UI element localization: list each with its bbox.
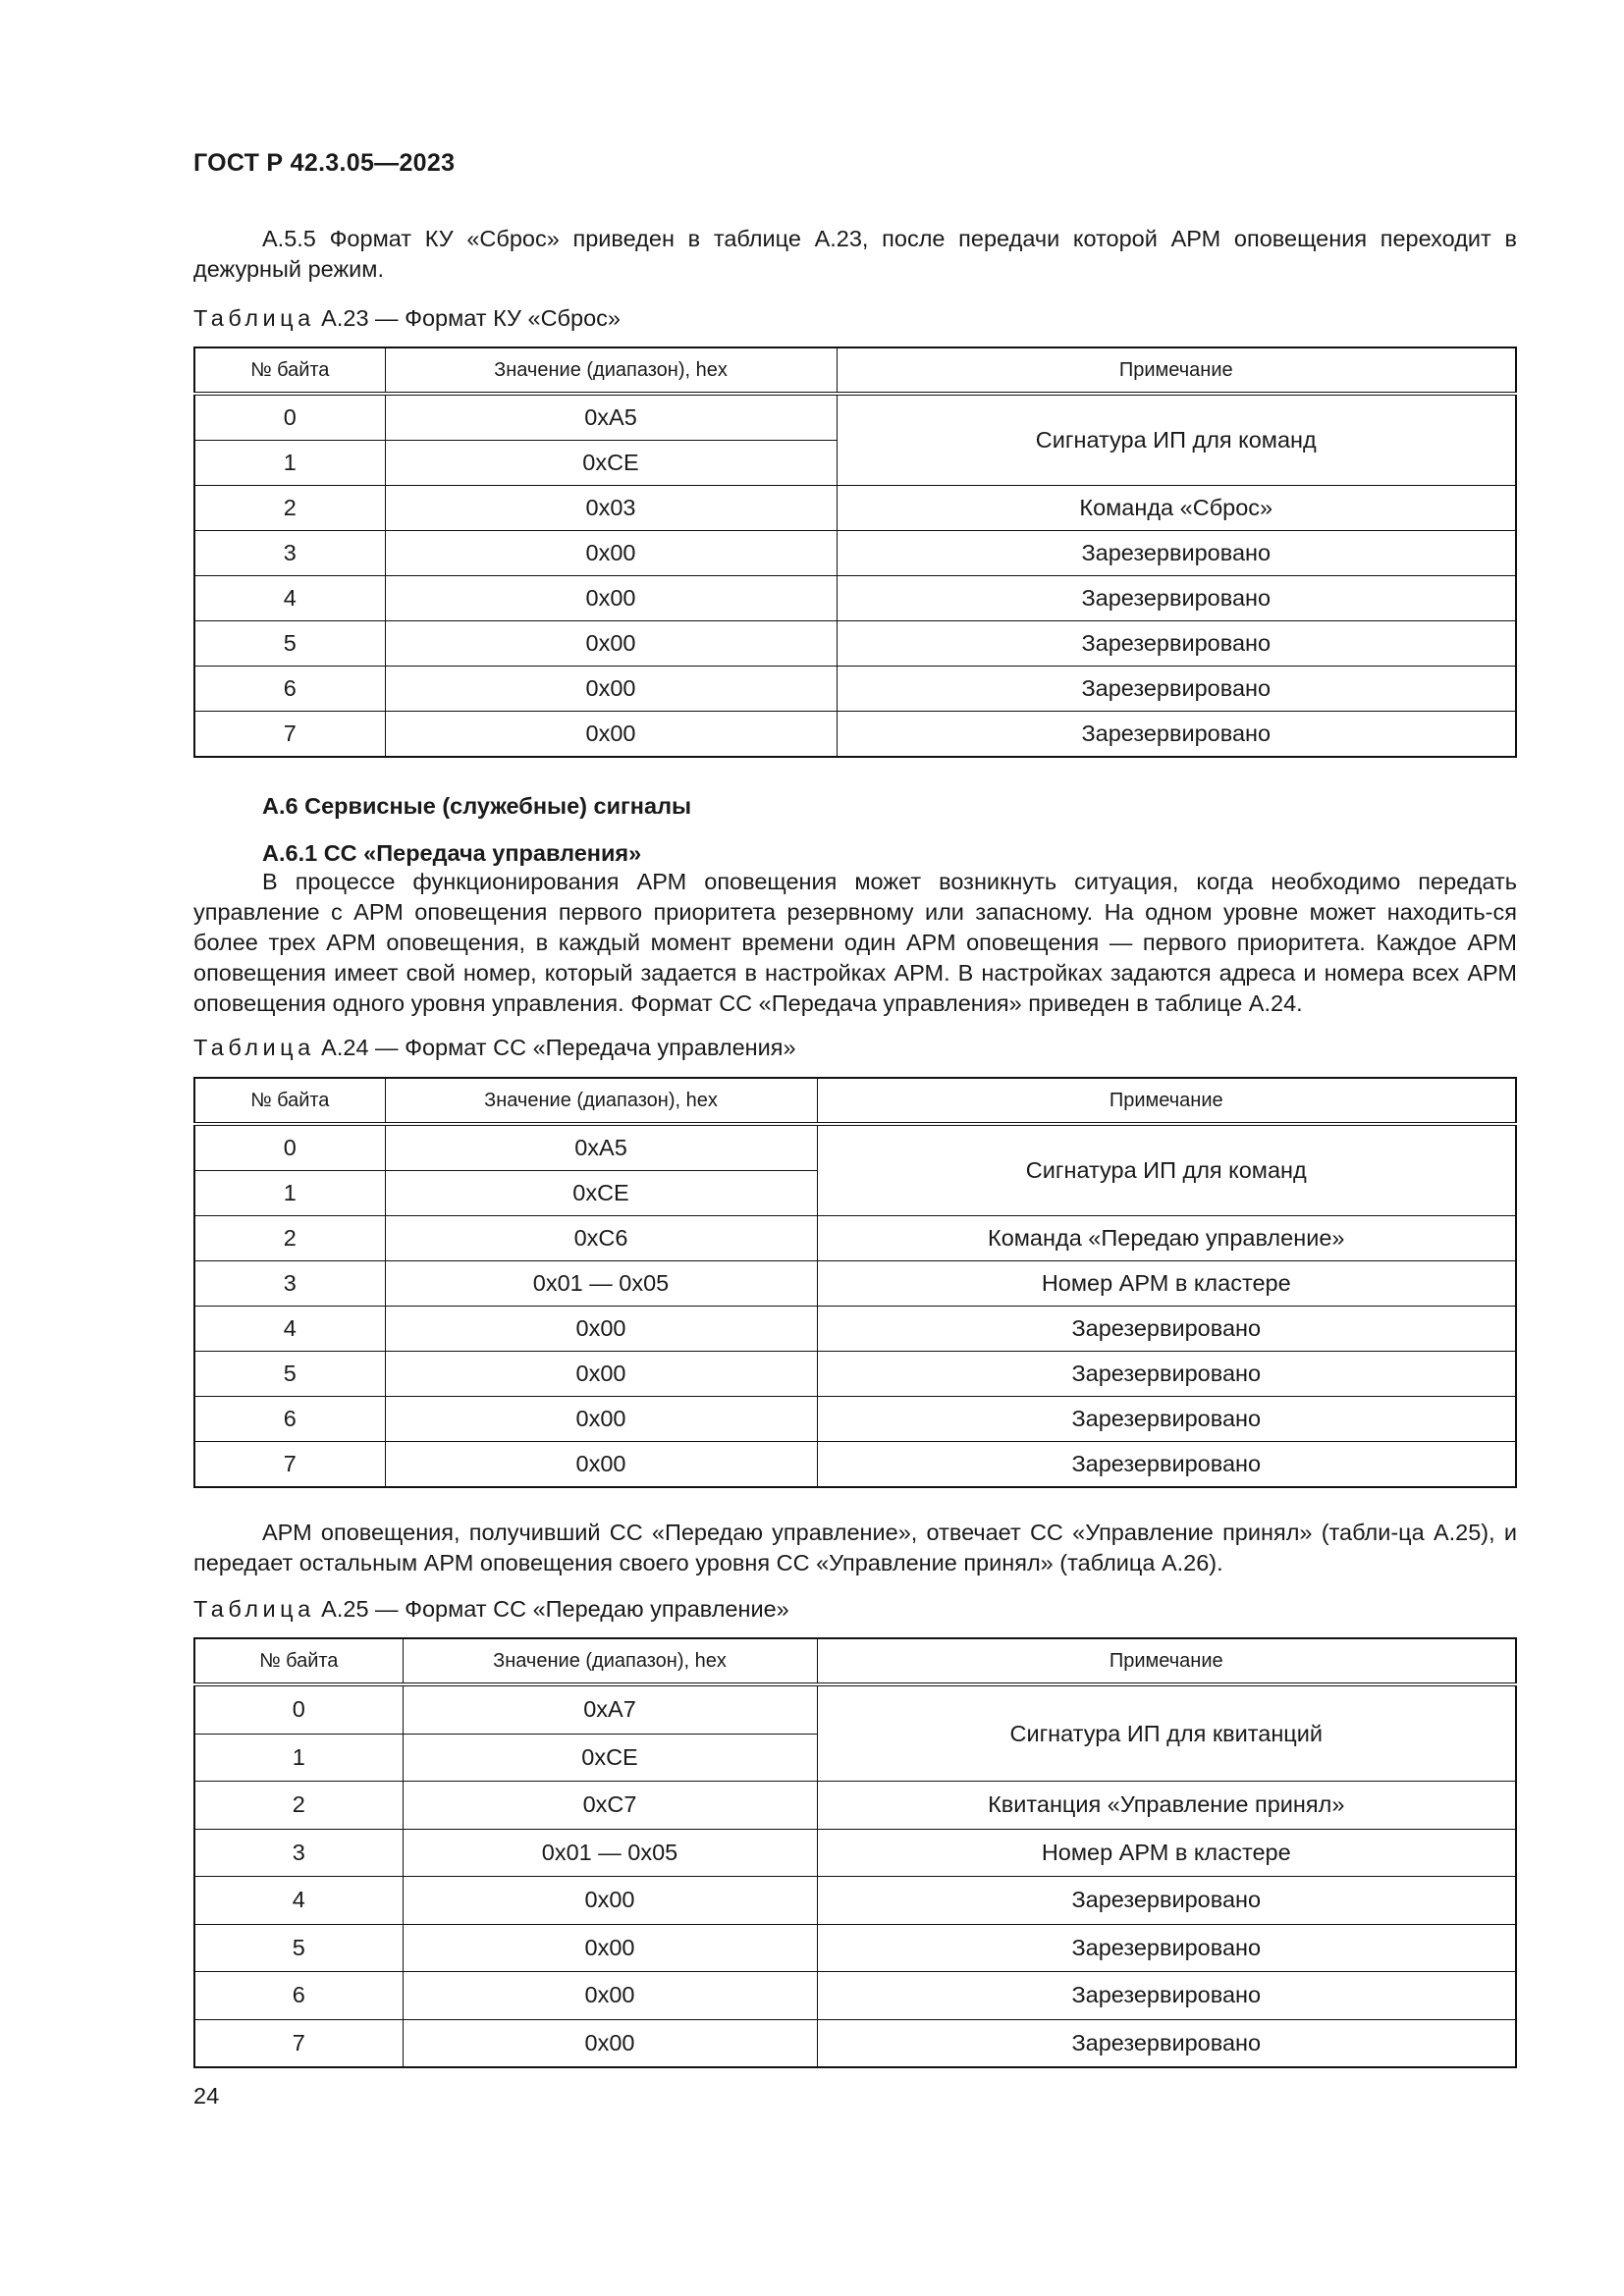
note-cell: Зарезервировано (817, 1307, 1516, 1352)
note-cell: Команда «Сброс» (837, 486, 1516, 531)
value-cell: 0x00 (385, 1397, 817, 1442)
byte-cell: 6 (194, 667, 385, 712)
note-cell: Сигнатура ИП для квитанций (817, 1684, 1516, 1782)
table-caption-a24 (193, 1033, 796, 1062)
value-cell: 0x00 (403, 1972, 817, 2020)
byte-cell: 7 (194, 1442, 385, 1488)
value-cell: 0x01 — 0x05 (403, 1829, 817, 1877)
value-cell: 0x00 (385, 621, 837, 667)
page-number: 24 (193, 2083, 220, 2109)
note-cell: Зарезервировано (837, 667, 1516, 712)
note-cell: Сигнатура ИП для команд (817, 1124, 1516, 1216)
caption-label: Таблица (193, 1035, 315, 1060)
note-cell: Квитанция «Управление принял» (817, 1782, 1516, 1830)
value-cell: 0xA7 (403, 1684, 817, 1734)
value-cell: 0xC7 (403, 1782, 817, 1830)
table-a24 (193, 1077, 1517, 1488)
value-cell: 0x00 (385, 531, 837, 576)
byte-cell: 2 (194, 486, 385, 531)
value-cell: 0x00 (385, 1352, 817, 1397)
paragraph-a55: А.5.5 Формат КУ «Сброс» приведен в таблице А.23, после передачи которой АРМ оповещения переходит в дежурный режим. (193, 226, 1517, 282)
table-row (194, 621, 1516, 667)
note-cell: Зарезервировано (817, 1924, 1516, 1972)
note-cell: Команда «Передаю управление» (817, 1216, 1516, 1261)
table-row (194, 2019, 1516, 2067)
value-cell: 0x00 (385, 1307, 817, 1352)
table-header-row (194, 1638, 1516, 1684)
paragraph-after-a24: АРМ оповещения, получивший СС «Передаю управление», отвечает СС «Управление принял» (табли-ца А.25), и передает остальным АРМ оповещения своего уровня СС «Управление принял» (таблица А.26). (193, 1520, 1517, 1575)
value-cell: 0x00 (403, 2019, 817, 2067)
table-row (194, 1877, 1516, 1925)
table-a25 (193, 1637, 1517, 2068)
byte-cell: 4 (194, 1877, 403, 1925)
caption-text: А.23 — Формат КУ «Сброс» (314, 305, 621, 331)
caption-label: Таблица (193, 305, 315, 331)
table-row (194, 1261, 1516, 1307)
table-row (194, 576, 1516, 621)
byte-cell: 6 (194, 1397, 385, 1442)
byte-cell: 0 (194, 1684, 403, 1734)
table-row (194, 531, 1516, 576)
byte-cell: 1 (194, 441, 385, 486)
table-row (194, 1972, 1516, 2020)
byte-cell: 3 (194, 531, 385, 576)
table-header-row (194, 1078, 1516, 1124)
table-row (194, 1397, 1516, 1442)
byte-cell: 3 (194, 1261, 385, 1307)
note-cell: Зарезервировано (817, 1972, 1516, 2020)
value-cell: 0xCE (385, 1171, 817, 1216)
byte-cell: 5 (194, 1924, 403, 1972)
note-cell: Зарезервировано (837, 621, 1516, 667)
value-cell: 0x00 (385, 712, 837, 758)
table-row (194, 1216, 1516, 1261)
value-cell: 0x01 — 0x05 (385, 1261, 817, 1307)
document-code: ГОСТ Р 42.3.05—2023 (193, 149, 456, 177)
table-header-row (194, 347, 1516, 394)
column-header: Значение (диапазон), hex (385, 347, 837, 394)
note-cell: Зарезервировано (817, 1352, 1516, 1397)
table-row (194, 1442, 1516, 1488)
note-cell: Номер АРМ в кластере (817, 1261, 1516, 1307)
value-cell: 0x00 (385, 1442, 817, 1488)
byte-cell: 6 (194, 1972, 403, 2020)
value-cell: 0x00 (403, 1924, 817, 1972)
note-cell: Зарезервировано (817, 1877, 1516, 1925)
table-row (194, 712, 1516, 758)
note-cell: Номер АРМ в кластере (817, 1829, 1516, 1877)
value-cell: 0x00 (385, 667, 837, 712)
note-cell: Зарезервировано (837, 712, 1516, 758)
table-row (194, 1307, 1516, 1352)
table-row (194, 1352, 1516, 1397)
note-cell: Зарезервировано (837, 576, 1516, 621)
column-header: Примечание (817, 1078, 1516, 1124)
value-cell: 0x00 (385, 576, 837, 621)
note-cell: Сигнатура ИП для команд (837, 394, 1516, 486)
value-cell: 0xA5 (385, 1124, 817, 1171)
value-cell: 0xCE (403, 1734, 817, 1782)
note-cell: Зарезервировано (817, 1442, 1516, 1488)
caption-text: А.24 — Формат СС «Передача управления» (314, 1035, 796, 1060)
section-heading-a6: А.6 Сервисные (служебные) сигналы (262, 793, 692, 819)
byte-cell: 5 (194, 621, 385, 667)
column-header: № байта (194, 347, 385, 394)
byte-cell: 5 (194, 1352, 385, 1397)
note-cell: Зарезервировано (817, 1397, 1516, 1442)
paragraph-a61: В процессе функционирования АРМ оповещения может возникнуть ситуация, когда необходимо передать управление с АРМ оповещения первого приоритета резервному или запасному. На одном уровне может находить-ся более трех АРМ оповещения, в каждый момент времени один АРМ оповещения — первого приоритета. Каждое АРМ оповещения имеет свой номер, который задается в настройках АРМ. В настройках задаются адреса и номера всех АРМ оповещения одного уровня управления. Формат СС «Передача управления» приведен в таблице А.24. (193, 869, 1517, 1016)
subsection-heading-a61: А.6.1 СС «Передача управления» (262, 840, 642, 866)
column-header: Значение (диапазон), hex (385, 1078, 817, 1124)
table-row (194, 1782, 1516, 1830)
value-cell: 0x00 (403, 1877, 817, 1925)
value-cell: 0xCE (385, 441, 837, 486)
column-header: Примечание (817, 1638, 1516, 1684)
table-caption-a23 (193, 303, 621, 333)
caption-text: А.25 — Формат СС «Передаю управление» (314, 1596, 789, 1622)
column-header: № байта (194, 1078, 385, 1124)
byte-cell: 1 (194, 1171, 385, 1216)
table-a23 (193, 347, 1517, 758)
byte-cell: 0 (194, 394, 385, 441)
table-row (194, 394, 1516, 441)
byte-cell: 2 (194, 1782, 403, 1830)
table-row (194, 1124, 1516, 1171)
value-cell: 0x03 (385, 486, 837, 531)
value-cell: 0xC6 (385, 1216, 817, 1261)
table-row (194, 486, 1516, 531)
table-caption-a25 (193, 1594, 789, 1624)
table-row (194, 667, 1516, 712)
value-cell: 0xA5 (385, 394, 837, 441)
byte-cell: 0 (194, 1124, 385, 1171)
note-cell: Зарезервировано (817, 2019, 1516, 2067)
byte-cell: 3 (194, 1829, 403, 1877)
column-header: Примечание (837, 347, 1516, 394)
byte-cell: 1 (194, 1734, 403, 1782)
byte-cell: 7 (194, 712, 385, 758)
table-row (194, 1924, 1516, 1972)
column-header: Значение (диапазон), hex (403, 1638, 817, 1684)
byte-cell: 4 (194, 576, 385, 621)
table-row (194, 1684, 1516, 1734)
byte-cell: 7 (194, 2019, 403, 2067)
table-row (194, 1829, 1516, 1877)
caption-label: Таблица (193, 1596, 315, 1622)
byte-cell: 4 (194, 1307, 385, 1352)
byte-cell: 2 (194, 1216, 385, 1261)
note-cell: Зарезервировано (837, 531, 1516, 576)
column-header: № байта (194, 1638, 403, 1684)
